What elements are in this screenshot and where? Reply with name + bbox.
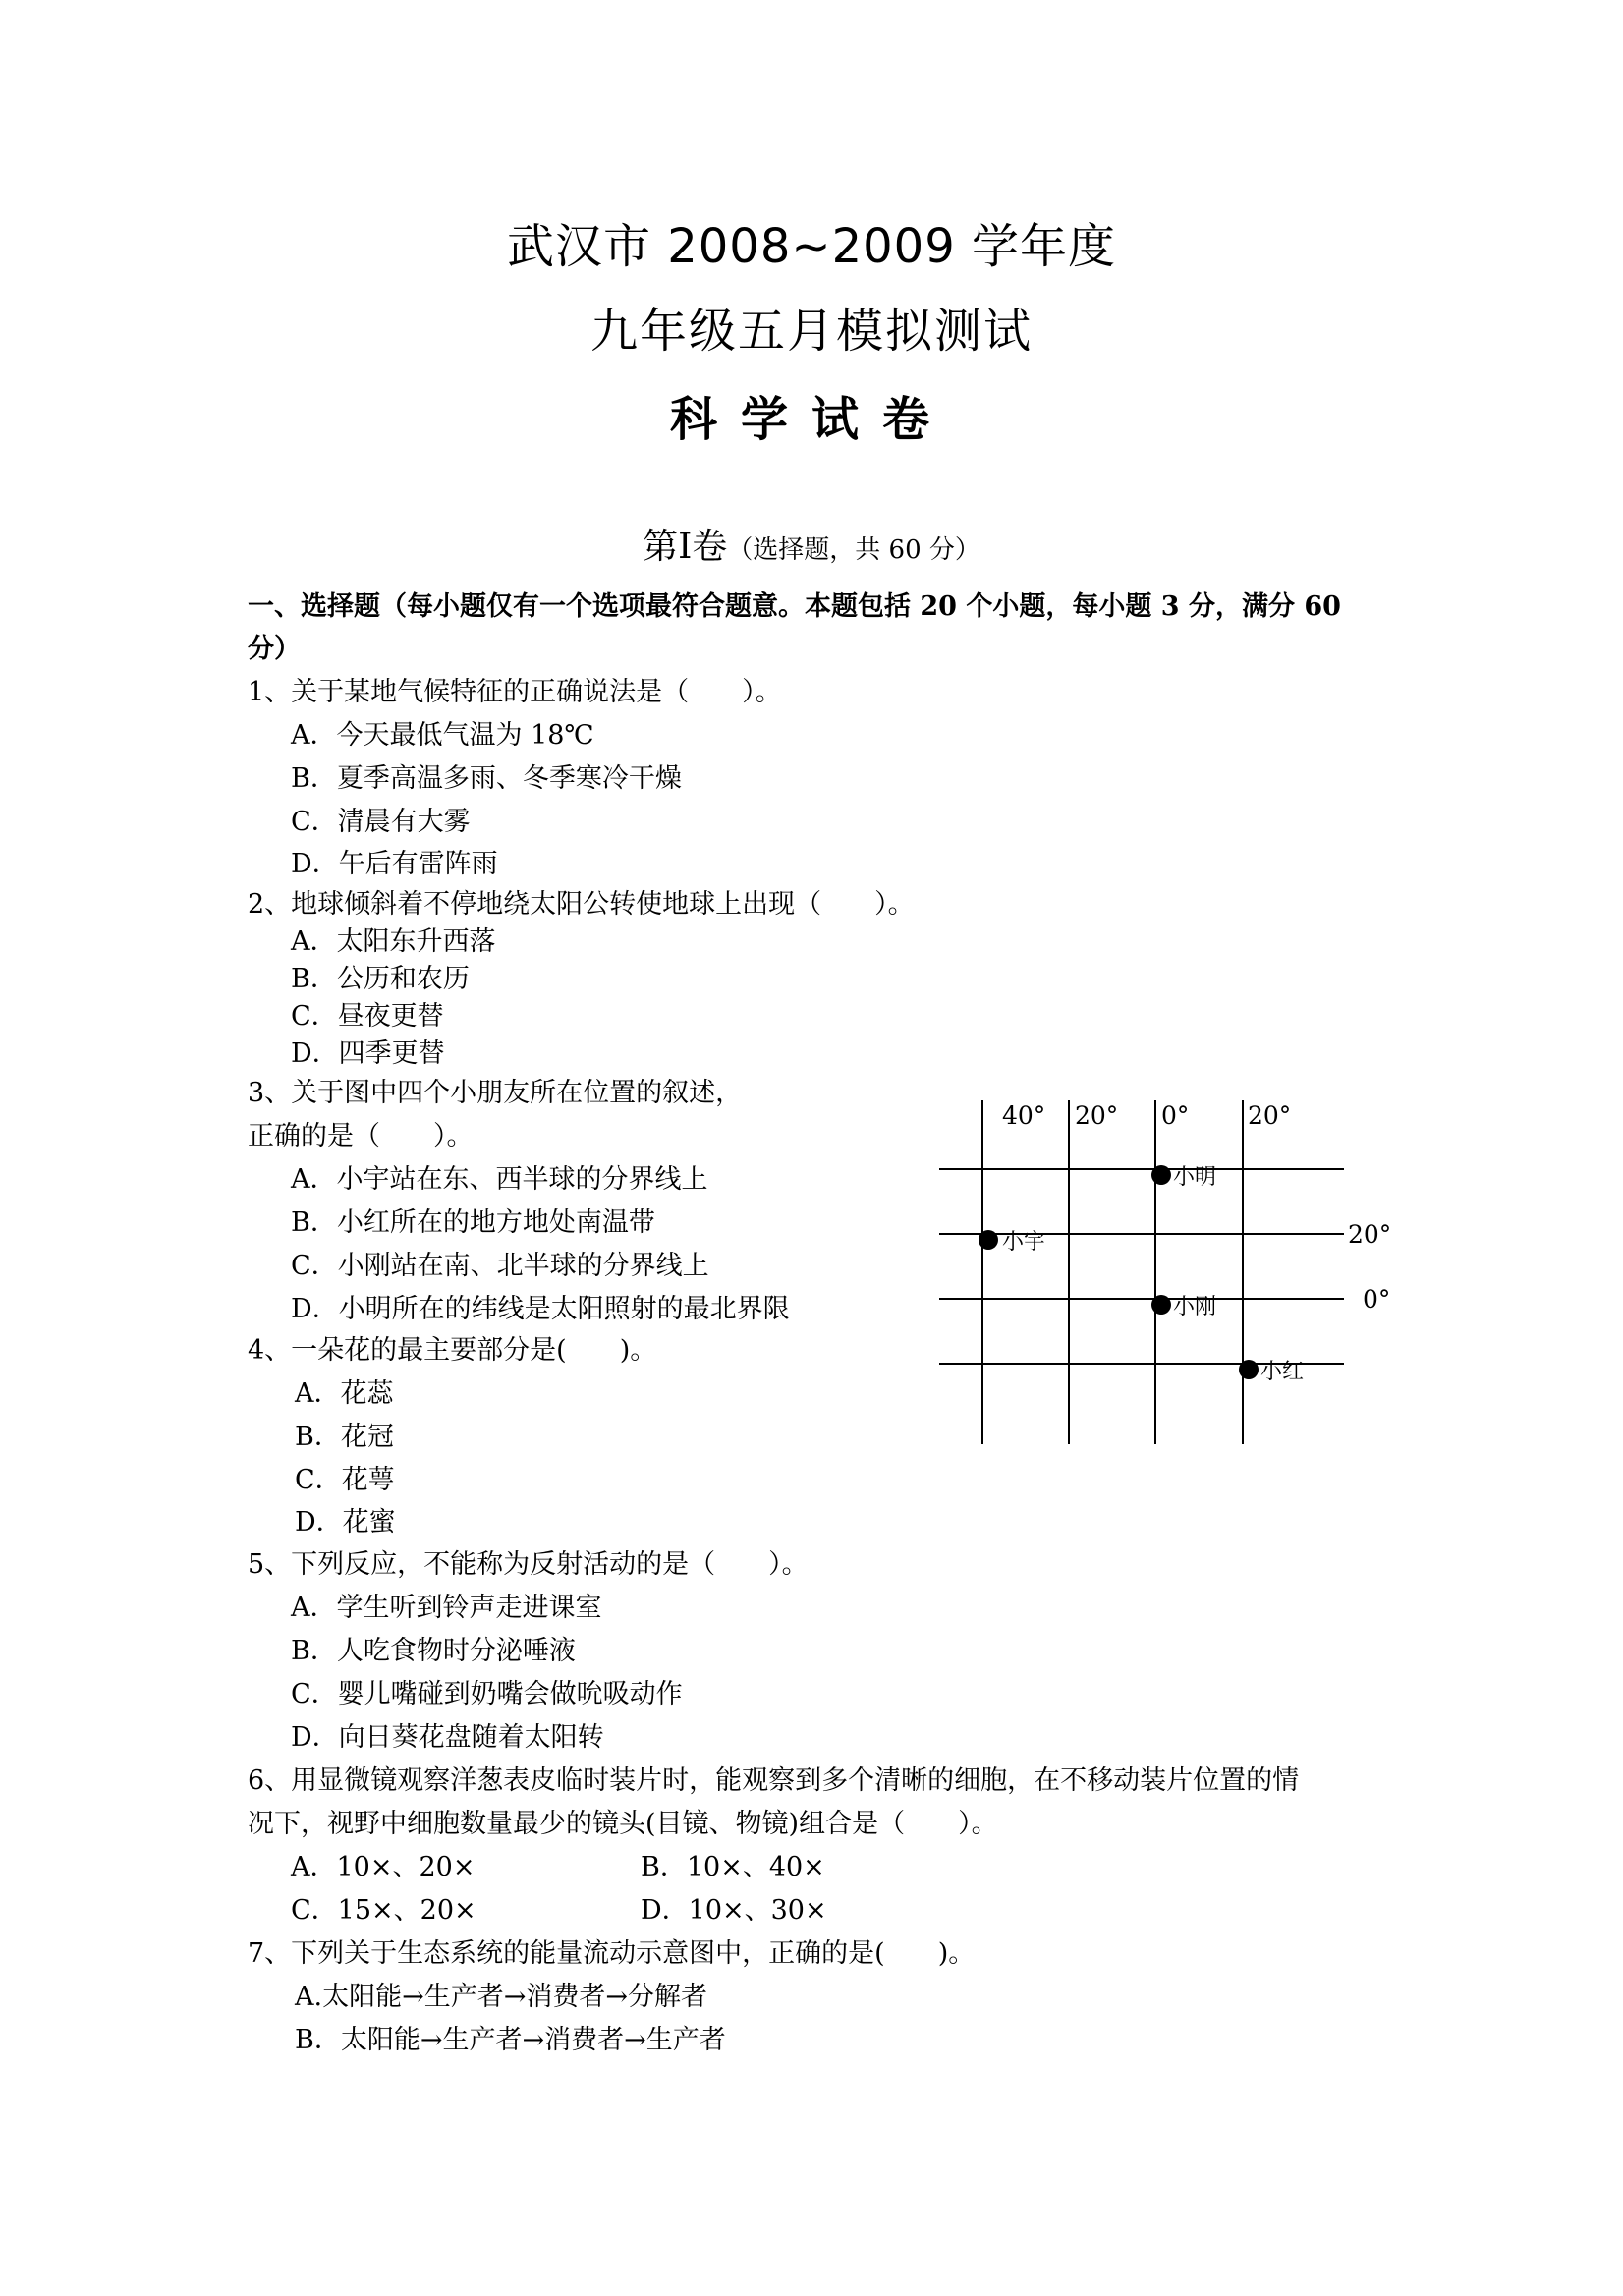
- longitude-label-20e: 20°: [1248, 1101, 1292, 1130]
- volume-note: （选择题，共 60 分）: [727, 535, 980, 565]
- kid-marker-hong: [1239, 1360, 1259, 1379]
- q1-option-c: C．清晨有大雾: [291, 807, 471, 837]
- q6-stem-line2: 况下，视野中细胞数量最少的镜头(目镜、物镜)组合是（ ）。: [248, 1809, 998, 1839]
- kid-marker-ming: [1151, 1165, 1171, 1185]
- q5-option-d: D．向日葵花盘随着太阳转: [291, 1722, 604, 1753]
- q3-option-a: A．小宇站在东、西半球的分界线上: [291, 1164, 708, 1195]
- q7-option-b: B．太阳能→生产者→消费者→生产者: [295, 2025, 726, 2055]
- q2-option-d: D．四季更替: [291, 1038, 445, 1069]
- q2-option-c: C．昼夜更替: [291, 1001, 444, 1032]
- kid-marker-yu: [979, 1230, 998, 1250]
- lat-long-grid-figure: [923, 1081, 1415, 1454]
- q5-stem: 5、下列反应，不能称为反射活动的是（ ）。: [248, 1549, 809, 1580]
- q3-option-d: D．小明所在的纬线是太阳照射的最北界限: [291, 1294, 790, 1324]
- q4-option-c: C．花萼: [295, 1465, 395, 1495]
- q1-option-b: B．夏季高温多雨、冬季寒冷干燥: [291, 763, 682, 794]
- kid-marker-gang: [1151, 1295, 1171, 1315]
- q5-option-b: B．人吃食物时分泌唾液: [291, 1636, 576, 1666]
- q4-option-b: B．花冠: [295, 1422, 394, 1452]
- q2-stem: 2、地球倾斜着不停地绕太阳公转使地球上出现（ ）。: [248, 889, 915, 920]
- section-heading-line2: 分）: [248, 634, 301, 664]
- q7-stem: 7、下列关于生态系统的能量流动示意图中，正确的是( )。: [248, 1938, 976, 1969]
- volume-label: 第Ⅰ卷: [643, 527, 728, 567]
- q4-option-a: A．花蕊: [295, 1378, 394, 1409]
- q3-option-c: C．小刚站在南、北半球的分界线上: [291, 1251, 709, 1281]
- latitude-label-0: 0°: [1363, 1285, 1391, 1314]
- q6-option-c: C．15×、20×: [291, 1895, 476, 1926]
- kid-label-gang: 小刚: [1173, 1295, 1217, 1319]
- longitude-label-0: 0°: [1161, 1101, 1190, 1130]
- kid-label-yu: 小宇: [1002, 1230, 1046, 1255]
- q6-option-d: D．10×、30×: [641, 1895, 827, 1926]
- q4-option-d: D．花蜜: [295, 1507, 396, 1538]
- exam-title-line3: 科学试卷: [669, 392, 953, 447]
- q6-stem-line1: 6、用显微镜观察洋葱表皮临时装片时，能观察到多个清晰的细胞，在不移动装片位置的情: [248, 1765, 1300, 1796]
- q6-option-a: A．10×、20×: [291, 1852, 476, 1882]
- q5-option-a: A．学生听到铃声走进课室: [291, 1593, 602, 1623]
- volume-heading: [0, 519, 1623, 569]
- kid-label-hong: 小红: [1260, 1360, 1305, 1384]
- exam-title-line1: 武汉市 2008~2009 学年度: [506, 219, 1117, 274]
- kid-label-ming: 小明: [1173, 1165, 1217, 1190]
- q2-option-b: B．公历和农历: [291, 964, 470, 994]
- q1-stem: 1、关于某地气候特征的正确说法是（ ）。: [248, 677, 782, 707]
- q5-option-c: C．婴儿嘴碰到奶嘴会做吮吸动作: [291, 1679, 683, 1709]
- q4-stem: 4、一朵花的最主要部分是( )。: [248, 1335, 657, 1366]
- q2-option-a: A．太阳东升西落: [291, 926, 496, 957]
- q3-stem-line2: 正确的是（ ）。: [248, 1121, 474, 1151]
- q6-option-b: B．10×、40×: [641, 1852, 825, 1882]
- longitude-label-40: 40°: [1002, 1101, 1046, 1130]
- longitude-label-20w: 20°: [1075, 1101, 1119, 1130]
- q7-option-a: A.太阳能→生产者→消费者→分解者: [295, 1982, 707, 2012]
- exam-title-line2: 九年级五月模拟测试: [589, 304, 1033, 359]
- q1-option-a: A．今天最低气温为 18℃: [291, 720, 594, 751]
- q3-stem-line1: 3、关于图中四个小朋友所在位置的叙述，: [248, 1078, 743, 1108]
- q1-option-d: D．午后有雷阵雨: [291, 849, 498, 879]
- q3-option-b: B．小红所在的地方地处南温带: [291, 1207, 655, 1238]
- section-heading-line1: 一、选择题（每小题仅有一个选项最符合题意。本题包括 20 个小题，每小题 3 分，满分 60: [248, 591, 1341, 622]
- latitude-label-20: 20°: [1348, 1220, 1392, 1249]
